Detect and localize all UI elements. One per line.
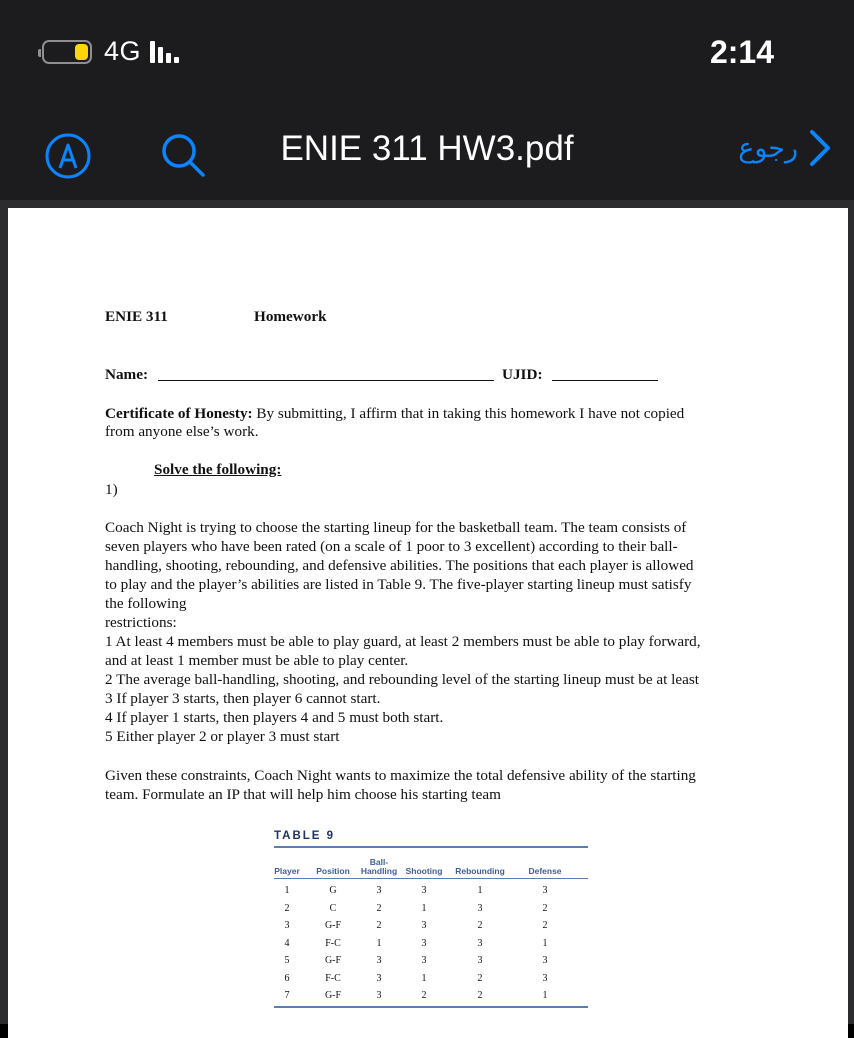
problem-line: 3 If player 3 starts, then player 6 cannot start. <box>105 690 381 707</box>
document-heading: Homework <box>254 308 327 325</box>
name-label: Name: <box>105 366 149 383</box>
table-row <box>274 987 588 1005</box>
honesty-text-line-2: from anyone else’s work. <box>105 423 259 440</box>
table-column-header: Rebounding <box>455 866 505 876</box>
table-cell: 3 <box>376 885 382 896</box>
honesty-statement <box>105 404 755 423</box>
table-column-header: Shooting <box>405 866 443 876</box>
table-column-header: Ball- Handling <box>360 857 398 876</box>
problem-line: seven players who have been rated (on a scale of 1 poor to 3 excellent) according to their ball- <box>105 538 678 555</box>
table-caption: TABLE 9 <box>274 830 336 842</box>
table-cell: 2 <box>477 972 483 984</box>
table-cell: 3 <box>477 955 483 966</box>
players-table <box>274 846 588 1010</box>
problem-line: Coach Night is trying to choose the starting lineup for the basketball team. The team consists of <box>105 519 687 536</box>
pdf-toolbar <box>0 110 854 200</box>
table-cell: 3 <box>542 885 548 896</box>
table-cell: 3 <box>376 990 382 1001</box>
honesty-label: Certificate of Honesty: <box>105 405 253 422</box>
problem-line: restrictions: <box>105 614 177 631</box>
table-cell: G <box>329 885 337 896</box>
signal-strength-icon <box>150 41 179 63</box>
table-row <box>274 952 588 970</box>
problem-line: 4 If player 1 starts, then players 4 and 5 must both start. <box>105 709 444 726</box>
network-type: 4G <box>104 36 142 66</box>
table-cell: 2 <box>376 920 382 931</box>
table-cell: 5 <box>284 955 290 966</box>
table-cell: F-C <box>325 937 341 949</box>
table-cell: 2 <box>421 990 427 1001</box>
table-cell: G-F <box>324 955 342 966</box>
status-bar <box>0 0 854 110</box>
table-cell: 7 <box>284 990 290 1001</box>
table-cell: 1 <box>421 902 427 914</box>
table-bottom-rule <box>274 1006 588 1008</box>
table-cell: 3 <box>421 920 427 931</box>
goal-line: team. Formulate an IP that will help him choose his starting team <box>105 786 501 803</box>
problem-line: handling, shooting, rebounding, and defensive abilities. The positions that each player is allowed <box>105 557 694 574</box>
table-cell: 3 <box>421 885 427 896</box>
honesty-text: By submitting, I affirm that in taking this homework I have not copied <box>252 405 685 422</box>
pdf-page <box>8 208 848 1038</box>
problem-line: 5 Either player 2 or player 3 must start <box>105 728 340 745</box>
table-cell: 6 <box>284 972 290 984</box>
pdf-viewer[interactable] <box>0 200 854 1024</box>
status-left <box>40 36 179 67</box>
table-cell: 3 <box>284 920 290 931</box>
table-row <box>274 882 588 900</box>
table-cell: 3 <box>421 937 427 949</box>
table-cell: 3 <box>376 972 382 984</box>
solve-heading: Solve the following: <box>154 461 282 478</box>
table-cell: 2 <box>376 902 382 914</box>
ujid-label: UJID: <box>502 366 543 383</box>
table-cell: G-F <box>324 920 342 931</box>
question-number: 1) <box>105 481 118 498</box>
problem-line: the following <box>105 595 187 612</box>
table-cell: 3 <box>542 955 548 966</box>
problem-line: 1 At least 4 members must be able to play guard, at least 2 members must be able to play forward, <box>105 633 701 650</box>
table-cell: 3 <box>376 955 382 966</box>
table-cell: 1 <box>421 972 427 984</box>
table-cell: F-C <box>325 972 341 984</box>
ujid-blank <box>552 366 658 381</box>
table-cell: 2 <box>542 902 548 914</box>
table-cell: 3 <box>421 955 427 966</box>
status-time: 2:14 <box>709 34 774 70</box>
table-column-header: Position <box>316 866 350 876</box>
table-cell: 1 <box>284 885 290 896</box>
document-title: ENIE 311 HW3.pdf <box>280 129 574 168</box>
table-cell: G-F <box>324 990 342 1001</box>
problem-line: to play and the player’s abilities are listed in Table 9. The five-player starting lineup must satisfy <box>105 576 692 593</box>
table-row <box>274 917 588 935</box>
table-column-header: Defense <box>528 866 562 876</box>
table-cell: 3 <box>542 972 548 984</box>
table-cell: 4 <box>284 937 290 949</box>
back-button-label: رجوع <box>738 132 798 164</box>
table-row <box>274 900 588 918</box>
name-blank <box>158 366 494 381</box>
back-button[interactable] <box>738 128 832 168</box>
table-cell: 1 <box>542 990 548 1001</box>
table-cell: 1 <box>542 937 548 949</box>
table-cell: C <box>329 902 337 914</box>
table-row <box>274 970 588 988</box>
table-cell: 2 <box>542 920 548 931</box>
table-header-rule <box>274 878 588 879</box>
table-cell: 2 <box>284 902 290 914</box>
table-cell: 3 <box>477 937 483 949</box>
table-row <box>274 935 588 953</box>
goal-line: Given these constraints, Coach Night wants to maximize the total defensive ability of the starting <box>105 767 696 784</box>
table-cell: 1 <box>376 937 382 949</box>
table-cell: 2 <box>477 920 483 931</box>
table-cell: 3 <box>477 902 483 914</box>
table-top-rule <box>274 846 588 848</box>
course-code: ENIE 311 <box>105 308 168 325</box>
chevron-right-icon <box>808 128 832 168</box>
problem-line: 2 The average ball-handling, shooting, and rebounding level of the starting lineup must be at least <box>105 671 699 688</box>
problem-line: and at least 1 member must be able to play center. <box>105 652 409 669</box>
table-cell: 2 <box>477 990 483 1001</box>
table-cell: 1 <box>477 885 483 896</box>
battery-icon <box>42 40 92 64</box>
table-column-header: Player <box>274 866 300 876</box>
